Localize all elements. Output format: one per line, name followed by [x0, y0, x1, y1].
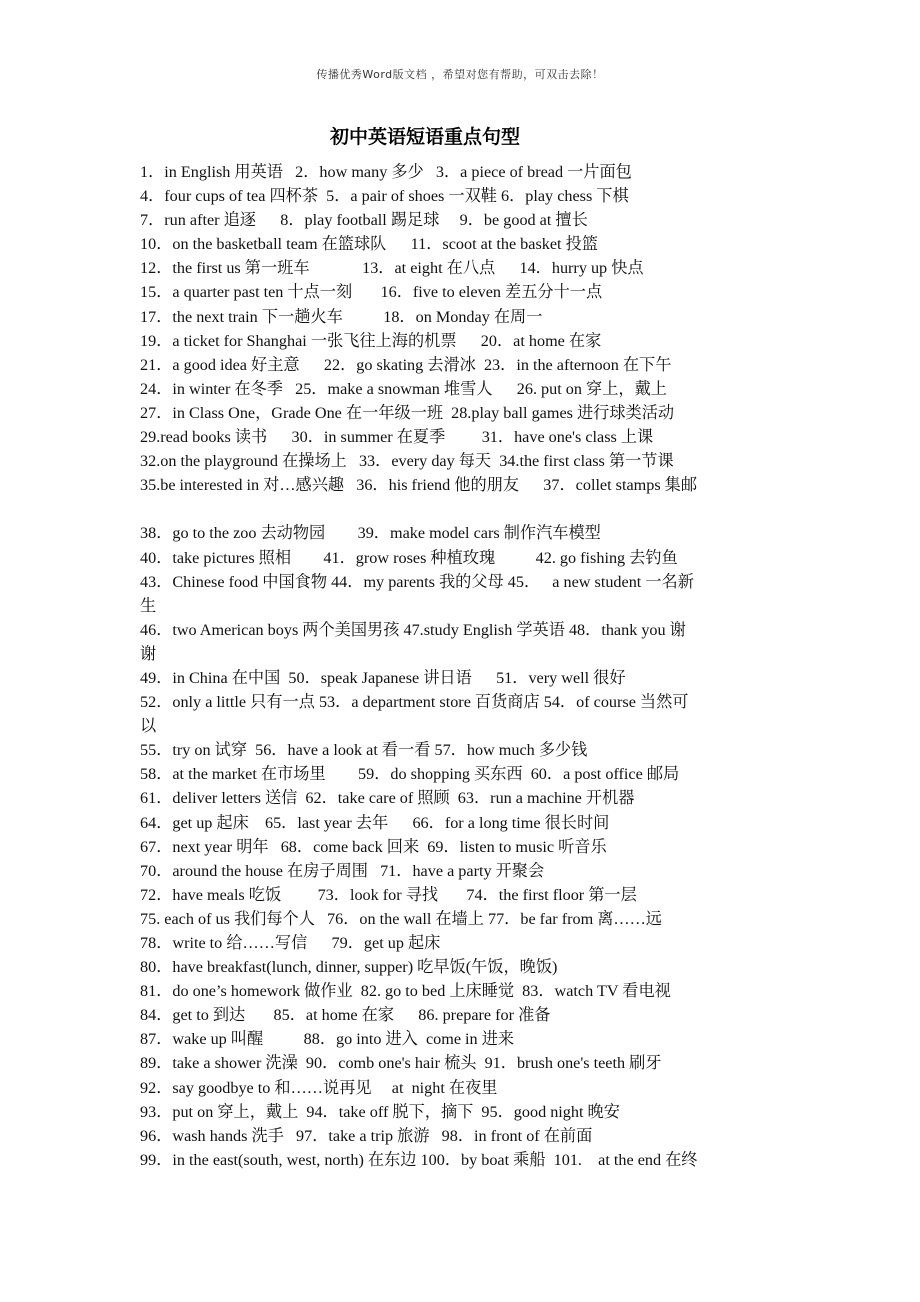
phrase-line: 99．in the east(south, west, north) 在东边 100．by boat 乘船 101. at the end 在终 — [140, 1150, 698, 1169]
phrase-line: 52．only a little 只有一点 53．a department store 百货商店 54．of course 当然可 — [140, 693, 689, 712]
phrase-line: 生 — [140, 596, 157, 615]
phrase-line: 19．a ticket for Shanghai 一张飞往上海的机票 20．at home 在家 — [140, 331, 602, 350]
document-title: 初中英语短语重点句型 — [329, 126, 520, 148]
phrase-line: 89．take a shower 洗澡 90．comb one's hair 梳头 91．brush one's teeth 刷牙 — [140, 1054, 662, 1073]
phrase-line: 84．get to 到达 85．at home 在家 86. prepare for 准备 — [140, 1006, 551, 1025]
phrase-line: 15．a quarter past ten 十点一刻 16．five to eleven 差五分十一点 — [140, 283, 603, 302]
phrase-line: 72．have meals 吃饭 73．look for 寻找 74．the first floor 第一层 — [140, 885, 637, 904]
phrase-line: 61．deliver letters 送信 62．take care of 照顾 63．run a machine 开机器 — [140, 789, 635, 808]
phrase-line: 29.read books 读书 30．in summer 在夏季 31．have one's class 上课 — [140, 428, 654, 447]
phrase-line: 46．two American boys 两个美国男孩 47.study English 学英语 48．thank you 谢 — [140, 620, 686, 639]
phrase-line: 67．next year 明年 68．come back 回来 69．listen to music 听音乐 — [140, 837, 607, 856]
phrase-line: 24．in winter 在冬季 25．make a snowman 堆雪人 26. put on 穿上，戴上 — [140, 379, 667, 398]
phrase-line: 谢 — [140, 644, 157, 663]
phrase-line: 38．go to the zoo 去动物园 39．make model cars 制作汽车模型 — [140, 524, 601, 543]
phrase-line: 12．the first us 第一班车 13．at eight 在八点 14．hurry up 快点 — [140, 259, 644, 278]
phrase-line: 55．try on 试穿 56．have a look at 看一看 57．how much 多少钱 — [140, 741, 588, 760]
blank-line — [140, 497, 780, 521]
phrase-line: 64．get up 起床 65．last year 去年 66．for a long time 很长时间 — [140, 813, 610, 832]
phrase-list — [140, 160, 780, 1172]
phrase-line: 78．write to 给……写信 79．get up 起床 — [140, 934, 441, 952]
document-header-note: 传播优秀Word版文档 ，希望对您有帮助，可双击去除！ — [316, 68, 604, 81]
phrase-line: 96．wash hands 洗手 97．take a trip 旅游 98．in front of 在前面 — [140, 1126, 593, 1145]
phrase-line: 92．say goodbye to 和……说再见 at night 在夜里 — [140, 1078, 498, 1097]
phrase-line: 43．Chinese food 中国食物 44．my parents 我的父母 45． a new student 一名新 — [140, 572, 694, 591]
phrase-line: 87．wake up 叫醒 88．go into 进入 come in 进来 — [140, 1030, 515, 1049]
phrase-line: 17．the next train 下一趟火车 18．on Monday 在周一 — [140, 307, 543, 326]
phrase-line: 以 — [140, 717, 157, 736]
phrase-line: 75. each of us 我们每个人 76．on the wall 在墙上 77．be far from 离……远 — [140, 909, 662, 928]
phrase-line: 40．take pictures 照相 41．grow roses 种植玫瑰 42. go fishing 去钓鱼 — [140, 548, 678, 567]
phrase-line: 58．at the market 在市场里 59．do shopping 买东西 60．a post office 邮局 — [140, 765, 680, 784]
phrase-line: 35.be interested in 对…感兴趣 36．his friend 他的朋友 37．collet stamps 集邮 — [140, 476, 698, 495]
phrase-line: 4．four cups of tea 四杯茶 5．a pair of shoes 一双鞋 6．play chess 下棋 — [140, 187, 629, 206]
phrase-line: 1．in English 用英语 2．how many 多少 3．a piece of bread 一片面包 — [140, 163, 632, 181]
phrase-line: 80．have breakfast(lunch, dinner, supper) 吃早饭(午饭，晚饭) — [140, 958, 558, 977]
phrase-line: 10．on the basketball team 在篮球队 11．scoot at the basket 投篮 — [140, 235, 598, 254]
phrase-line: 81．do one’s homework 做作业 82. go to bed 上床睡觉 83．watch TV 看电视 — [140, 982, 671, 1001]
phrase-line: 70．around the house 在房子周围 71．have a party 开聚会 — [140, 861, 545, 880]
phrase-line: 21．a good idea 好主意 22．go skating 去滑冰 23．in the afternoon 在下午 — [140, 355, 672, 374]
phrase-line: 49．in China 在中国 50．speak Japanese 讲日语 51．very well 很好 — [140, 668, 626, 687]
phrase-line: 93．put on 穿上，戴上 94．take off 脱下，摘下 95．good night 晚安 — [140, 1102, 620, 1121]
phrase-line: 27．in Class One，Grade One 在一年级一班 28.play ball games 进行球类活动 — [140, 403, 675, 422]
phrase-line: 32.on the playground 在操场上 33．every day 每天 34.the first class 第一节课 — [140, 452, 674, 471]
phrase-line: 7．run after 追逐 8．play football 踢足球 9．be good at 擅长 — [140, 211, 588, 230]
